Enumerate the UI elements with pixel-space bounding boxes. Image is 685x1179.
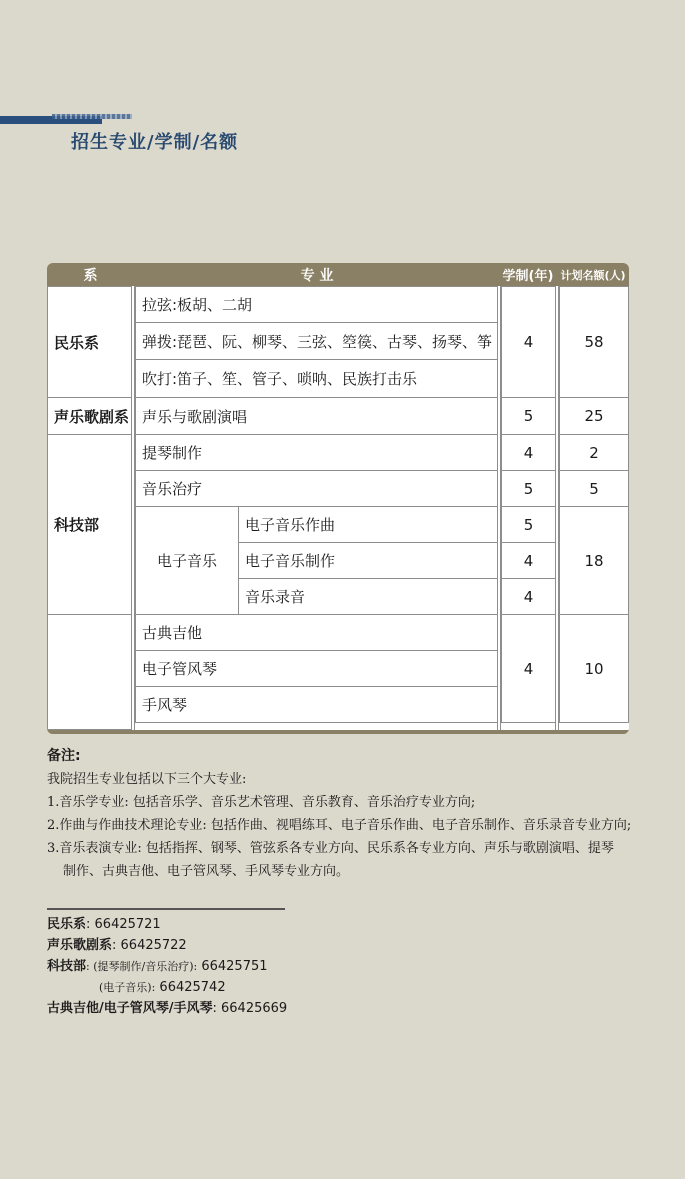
- col-major: 专 业: [300, 268, 334, 284]
- quota-dianzi: 18: [559, 506, 629, 615]
- major-dianzi-zhizuo: 电子音乐制作: [238, 542, 498, 579]
- major-shoufengqin: 手风琴: [135, 686, 498, 723]
- contact-shengyue: [47, 935, 287, 956]
- dept-keji: 科技部: [47, 434, 132, 615]
- major-chuida: 吹打:笛子、笙、管子、唢呐、民族打击乐: [135, 359, 498, 398]
- col-quota: 计划名额(人): [560, 269, 626, 282]
- table-header: [47, 263, 629, 285]
- contact-sub: : (提琴制作/音乐治疗):: [86, 960, 198, 973]
- admissions-table: [47, 263, 629, 734]
- years-shengyue: 5: [501, 397, 556, 435]
- major-shengyue: 声乐与歌剧演唱: [135, 397, 498, 435]
- contact-label: 民乐系: [47, 917, 87, 932]
- table-bottom-strip: [47, 730, 629, 734]
- major-tiqin: 提琴制作: [135, 434, 498, 471]
- contact-keji-2: [47, 977, 287, 998]
- quota-minyue: 58: [559, 286, 629, 398]
- quota-other: 10: [559, 614, 629, 723]
- years-yinyue-zhiliao: 5: [501, 470, 556, 507]
- notes: [47, 745, 647, 883]
- contact-phone: : 66425722: [112, 938, 187, 953]
- dept-shengyue: 声乐歌剧系: [47, 397, 132, 435]
- group-dianzi: 电子音乐: [135, 506, 239, 615]
- contacts: [47, 914, 287, 1019]
- years-dianzi-zhizuo: 4: [501, 542, 556, 579]
- major-tanbo: 弹拨:琵琶、阮、柳琴、三弦、箜篌、古琴、扬琴、筝: [135, 322, 498, 360]
- years-luyin: 4: [501, 578, 556, 615]
- contact-label: 声乐歌剧系: [47, 938, 113, 953]
- notes-item-2: 2.作曲与作曲技术理论专业: 包括作曲、视唱练耳、电子音乐作曲、电子音乐制作、音乐录音专业方向;: [47, 818, 632, 833]
- page-title: 招生专业/学制/名额: [71, 132, 239, 153]
- years-minyue: 4: [501, 286, 556, 398]
- contact-phone: 66425751: [197, 959, 268, 974]
- contact-sub: (电子音乐):: [99, 981, 156, 994]
- major-yinyue-zhiliao: 音乐治疗: [135, 470, 498, 507]
- notes-item-3-cont: 制作、古典吉他、电子管风琴、手风琴专业方向。: [63, 864, 350, 879]
- contact-phone: : 66425669: [212, 1001, 288, 1016]
- major-guanfengqin: 电子管风琴: [135, 650, 498, 687]
- quota-yinyue-zhiliao: 5: [559, 470, 629, 507]
- contact-label: 古典吉他/电子管风琴/手风琴: [47, 1001, 213, 1016]
- major-jita: 古典吉他: [135, 614, 498, 651]
- major-luyin: 音乐录音: [238, 578, 498, 615]
- contact-other: [47, 998, 287, 1019]
- notes-intro: 我院招生专业包括以下三个大专业:: [47, 772, 247, 787]
- contact-phone: 66425742: [155, 980, 226, 995]
- notes-item-1: 1.音乐学专业: 包括音乐学、音乐艺术管理、音乐教育、音乐治疗专业方向;: [47, 795, 476, 810]
- years-tiqin: 4: [501, 434, 556, 471]
- divider-rule: [47, 908, 285, 910]
- notes-item-3: 3.音乐表演专业: 包括指挥、钢琴、管弦系各专业方向、民乐系各专业方向、声乐与歌剧演唱、提琴: [47, 841, 614, 856]
- contact-phone: : 66425721: [86, 917, 161, 932]
- col-years: 学制(年): [502, 269, 554, 284]
- major-dianzi-zuoqu: 电子音乐作曲: [238, 506, 498, 543]
- dept-other: [47, 614, 132, 730]
- contact-minyue: [47, 914, 287, 935]
- dept-minyue: 民乐系: [47, 286, 132, 398]
- quota-tiqin: 2: [559, 434, 629, 471]
- col-dept: 系: [83, 268, 98, 284]
- table-body: [47, 286, 629, 730]
- notes-title: 备注:: [47, 748, 81, 764]
- major-lahuan: 拉弦:板胡、二胡: [135, 286, 498, 323]
- header-decoration: [52, 114, 132, 119]
- years-other: 4: [501, 614, 556, 723]
- contact-label: 科技部: [47, 959, 87, 974]
- contact-keji-1: [47, 956, 287, 977]
- quota-shengyue: 25: [559, 397, 629, 435]
- years-dianzi-zuoqu: 5: [501, 506, 556, 543]
